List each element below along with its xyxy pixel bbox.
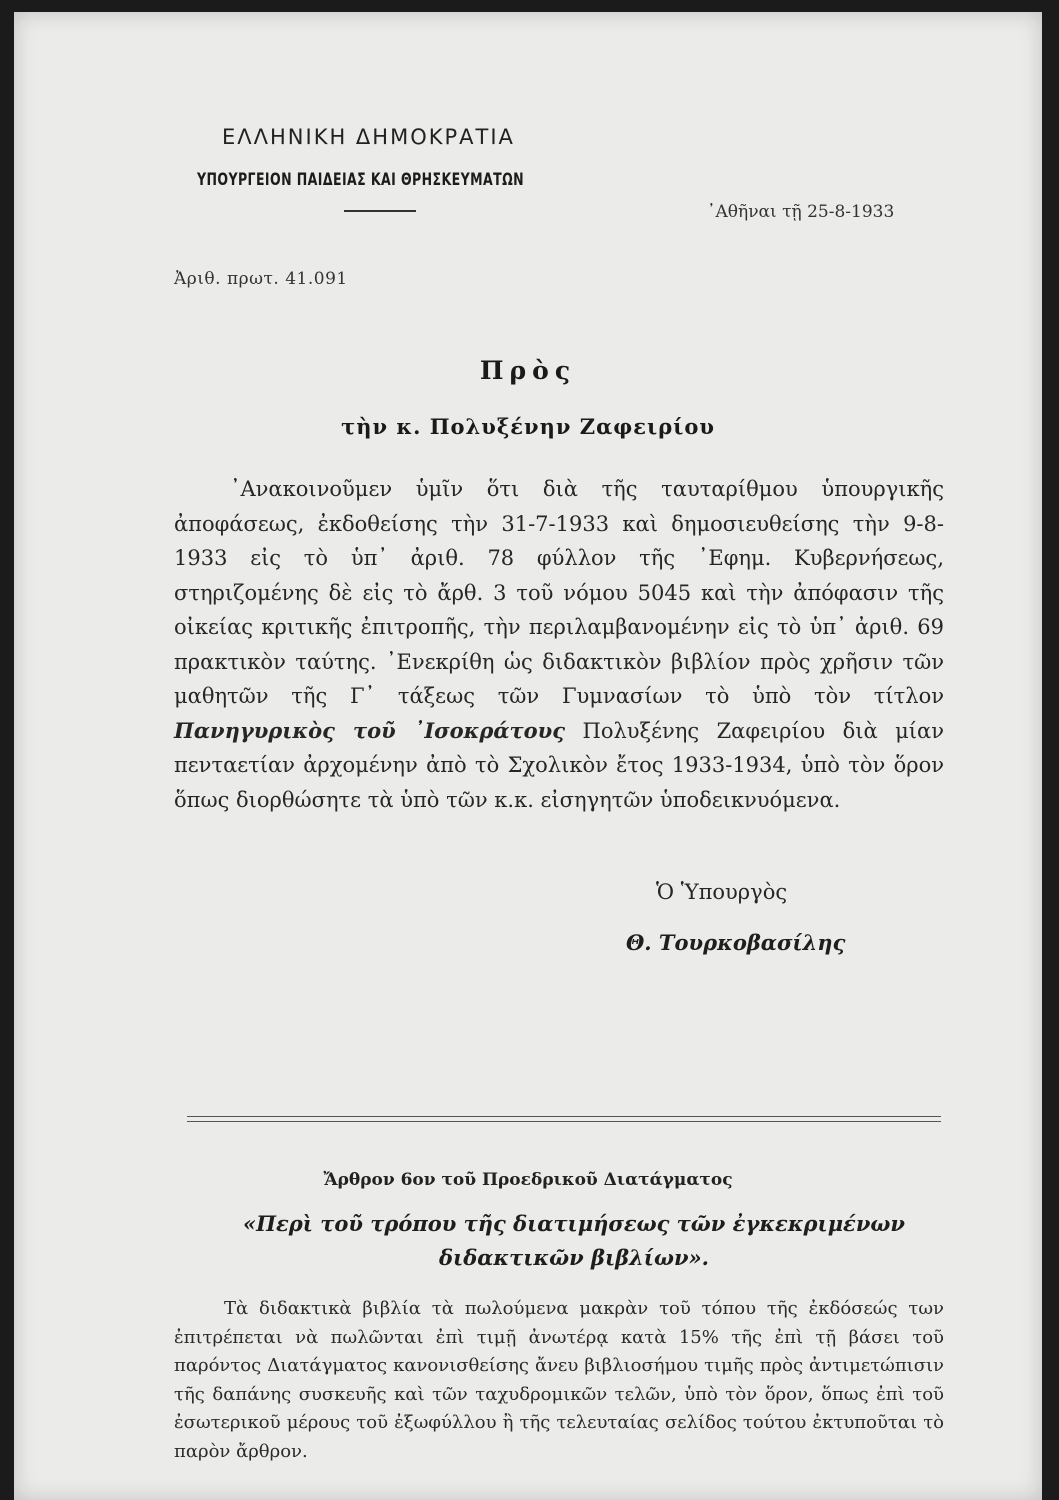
book-title: Πανηγυρικὸς τοῦ ᾿Ισοκράτους xyxy=(174,717,566,743)
header-divider xyxy=(344,210,416,212)
republic-heading: ΕΛΛΗΝΙΚΗ ΔΗΜΟΚΡΑΤΙΑ xyxy=(222,125,515,149)
article-subtitle: «Περὶ τοῦ τρόπου τῆς διατιμήσεως τῶν ἐγκεκριμένων διδακτικῶν βιβλίων». xyxy=(243,1211,905,1270)
signature-name: Θ. Τουρκοβασίλης xyxy=(626,930,846,955)
letter-paragraph xyxy=(174,472,944,817)
protocol-number: Ἀριθ. πρωτ. 41.091 xyxy=(174,269,348,289)
body-part-2: Πολυξένης Ζαφειρίου διὰ μίαν πενταετίαν ἀρχομένην ἀπὸ τὸ Σχολικὸν ἔτος 1933-1934, ὑπὸ τὸν ὅρον ὅπως διορθώσητε τὰ ὑπὸ τῶν κ.κ. εἰσηγητῶν ὑποδεικνυόμενα. xyxy=(174,718,944,812)
letter-body xyxy=(174,472,944,817)
addressee-recipient: τὴν κ. Πολυξένην Ζαφειρίου xyxy=(341,414,715,439)
body-part-1: ᾿Ανακοινοῦμεν ὑμῖν ὅτι διὰ τῆς ταυταρίθμου ὑπουργικῆς ἀποφάσεως, ἐκδοθείσης τὴν 31-7-1933 καὶ δημοσιευθείσης τὴν 9-8-1933 εἰς τὸ ὑπ᾿ ἀριθ. 78 φύλλον τῆς ᾿Εφημ. Κυβερνήσεως, στηριζομένης δὲ εἰς τὸ ἄρθ. 3 τοῦ νόμου 5045 καὶ τὴν ἀπόφασιν τῆς οἰκείας κριτικῆς ἐπιτροπῆς, τὴν περιλαμβανομένην εἰς τὸ ὑπ᾿ ἀριθ. 69 πρακτικὸν ταύτης. ᾿Ενεκρίθη ὡς διδακτικὸν βιβλίον πρὸς χρῆσιν τῶν μαθητῶν τῆς Γ᾿ τάξεως τῶν Γυμνασίων τὸ ὑπὸ τὸν τίτλον xyxy=(174,477,944,708)
article-text: Τὰ διδακτικὰ βιβλία τὰ πωλούμενα μακρὰν τοῦ τόπου τῆς ἐκδόσεώς των ἐπιτρέπεται νὰ πωλῶνται ἐπὶ τιμῇ ἀνωτέρᾳ κατὰ 15% τῆς ἐπὶ τῇ βάσει τοῦ παρόντος Διατάγματος κανονισθείσης ἄνευ βιβλιοσήμου τιμῆς πρὸς ἀντιμετώπισιν τῆς δαπάνης συσκευῆς καὶ τῶν ταχυδρομικῶν τελῶν, ὑπὸ τὸν ὅρον, ὅπως ἐπὶ τοῦ ἐσωτερικοῦ μέρους τοῦ ἐξωφύλλου ἢ τῆς τελευταίας σελίδος τούτου ἐκτυποῦται τὸ παρὸν ἄρθρον. xyxy=(174,1298,944,1462)
ministry-heading: ΥΠΟΥΡΓΕΙΟΝ ΠΑΙΔΕΙΑΣ ΚΑΙ ΘΡΗΣΚΕΥΜΑΤΩΝ xyxy=(197,170,525,190)
signature-title: Ὁ Ὑπουργὸς xyxy=(656,880,788,904)
section-divider xyxy=(187,1116,941,1122)
addressee-pros: Πρὸς xyxy=(479,356,577,385)
document-date: ᾿Αθῆναι τῇ 25-8-1933 xyxy=(707,202,895,222)
article-title: Ἄρθρον 6ον τοῦ Προεδρικοῦ Διατάγματος xyxy=(323,1170,733,1190)
document-page xyxy=(14,12,1042,1500)
